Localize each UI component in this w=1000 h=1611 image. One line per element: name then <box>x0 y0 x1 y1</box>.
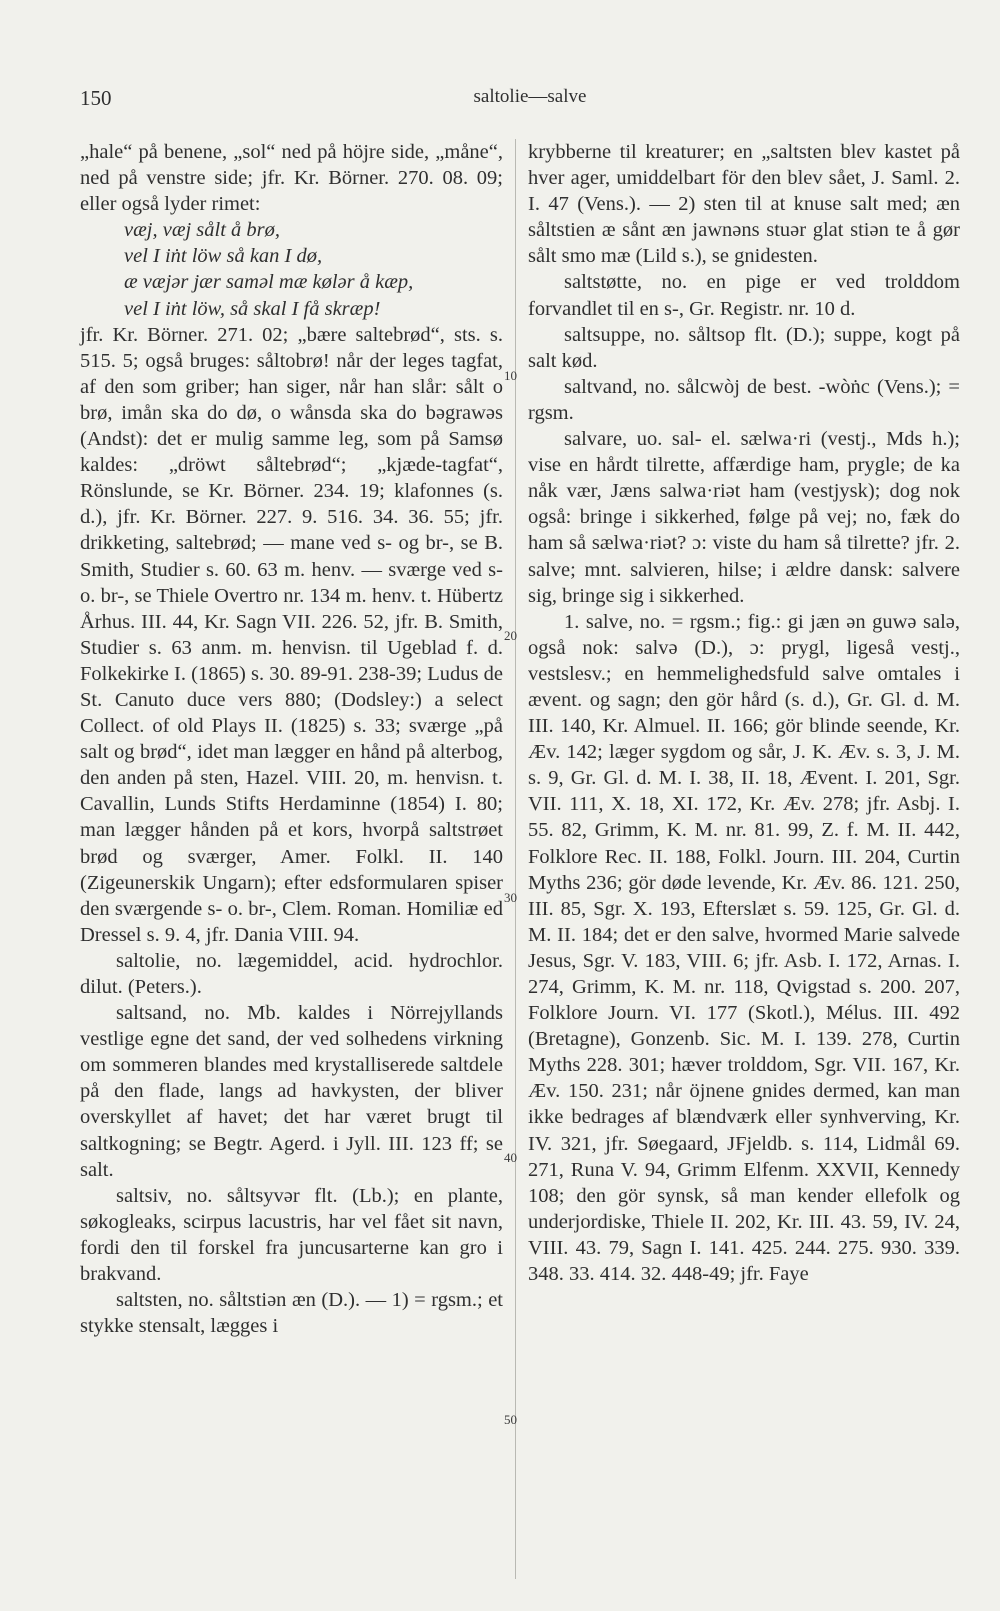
line-number: 30 <box>504 890 517 905</box>
rhyme-line: væj, væj sålt å brø, <box>124 219 281 242</box>
entry-saltvand: saltvand, no. sålcwòj de best. -wòṅc (Vens.); = rgsm. <box>528 375 960 424</box>
rhyme-line: vel I iṅt löw, så skal I få skræp! <box>124 297 381 320</box>
line-number: 10 <box>504 368 517 383</box>
entry-saltsten: saltsten, no. såltstiən æn (D.). — 1) = rgsm.; et stykke stensalt, lægges i <box>80 1289 503 1338</box>
entry-text: jfr. Kr. Börner. 271. 02; „bære saltebrød“, sts. s. 515. 5; også bruges: såltobrø! når der leges tagfat, af den som griber; han siger, når han slår: sålt o brø, imån ska do dø, o wånsda ska do bəgrawəs (Andst): det er mulig samme leg, som på Samsø kaldes: „dröwt såltebrød“; „kjæde-tagfat“, Rönslunde, se Kr. Börner. 234. 19; klafonnes (s. d.), jfr. Kr. Börner. 227. 9. 516. 34. 36. 55; jfr. drikketing, saltebrød; — mane ved s- og br-, se B. Smith, Studier s. 60. 63 m. henv. — sværge ved s- o. br-, se Thiele Overtro nr. 134 m. henv. t. Hübertz Århus. III. 44, Kr. Sagn VII. 226. 52, jfr. B. Smith, Studier s. 63 anm. m. henvisn. til Ugeblad f. d. Folkekirke I. (1865) s. 30. 89-91. 238-39; Ludus de St. Canuto duce vers 880; (Dodsley:) a select Collect. of old Plays II. (1825) s. 33; sværge „på salt og brød“, idet man lægger en hånd på alterbog, den anden på sten, Hazel. VIII. 20, m. henvisn. t. Cavallin, Lunds Stifts Herdaminne (1854) I. 80; man lægger hånden på et kors, hvorpå saltstrøet brød og sværger, Amer. Folkl. II. 140 (Zigeunerskik Ungarn); efter edsformularen spiser den sværgende s- o. br-, Clem. Roman. Homiliæ ed Dressel s. 9. 4, jfr. Dania VIII. 94. <box>80 323 503 946</box>
entry-salvare: salvare, uo. sal- el. sælwa·ri (vestj., Mds h.); vise en hårdt tilrette, affærdige ham, prygle; de ka nåk vær, Jæns salwa·riət ham (vestjysk); dog nok også: bringe i sikkerhed, følge på vej; no, fæk do ham så sælwa·riət? ɔ: viste du ham så tilrette? jfr. 2. salve; mnt. salvieren, hilse; i ældre dansk: salvere sig, bringe sig i sikkerhed. <box>528 428 960 607</box>
line-number: 40 <box>504 1150 517 1165</box>
page-number: 150 <box>80 86 112 110</box>
entry-text: „hale“ på benene, „sol“ ned på höjre side, „måne“, ned på venstre side; jfr. Kr. Börner. 270. 08. 09; eller også lyder rimet: <box>80 141 503 216</box>
line-number: 50 <box>504 1412 517 1427</box>
entry-saltsand: saltsand, no. Mb. kaldes i Nörrejyllands vestlige egne det sand, der ved solhedens virkning om sommeren blandes med krystalliserede saltdele på den flade, langs ad havkysten, der bliver overskyllet af havet; det har været brugt til saltkogning; se Begtr. Agerd. i Jyll. III. 123 ff; se salt. <box>80 1002 503 1181</box>
page-header <box>80 86 960 116</box>
column-divider <box>515 139 517 1579</box>
rhyme-line: æ væjər jær saməl mæ kølər å kæp, <box>124 271 414 294</box>
line-number: 20 <box>504 628 517 643</box>
rhyme-line: vel I iṅt löw så kan I dø, <box>124 245 323 268</box>
right-column <box>528 139 960 1579</box>
entry-saltstotte: saltstøtte, no. en pige er ved trolddom forvandlet til en s-, Gr. Registr. nr. 10 d. <box>528 271 960 320</box>
left-column <box>80 139 503 1579</box>
entry-saltsuppe: saltsuppe, no. såltsop flt. (D.); suppe, kogt på salt kød. <box>528 323 960 372</box>
entry-text: krybberne til kreaturer; en „saltsten blev kastet på hver ager, umiddelbart för den blev sået, J. Saml. 2. I. 47 (Vens.). — 2) sten til at knuse salt med; æn såltstien æ sånt æn jawnəns stuər glat stiən te å gør sålt smo mæ (Lild s.), se gnidesten. <box>528 141 960 268</box>
entry-saltsiv: saltsiv, no. såltsyvər flt. (Lb.); en plante, søkogleaks, scirpus lacustris, har vel fået sit navn, fordi den til forskel fra juncusarterne kan gro i brakvand. <box>80 1184 503 1286</box>
entry-saltolie: saltolie, no. lægemiddel, acid. hydrochlor. dilut. (Peters.). <box>80 949 503 998</box>
running-title: saltolie—salve <box>473 86 587 107</box>
entry-salve: 1. salve, no. = rgsm.; fig.: gi jæn ən guwə salə, også nok: salvə (D.), ɔ: prygl, ligeså vestj., vestslesv.; en hemmelighedsfuld salve omtales i ævent. og sagn; den gör hård (s. d.), Gr. Gl. d. M. III. 140, Kr. Almuel. II. 166; gör blinde seende, Kr. Æv. 142; læger sygdom og sår, J. K. Æv. s. 3, J. M. s. 9, Gr. Gl. d. M. I. 38, II. 18, Ævent. I. 201, Sgr. VII. 111, X. 18, XI. 172, Kr. Æv. 278; jfr. Asbj. I. 55. 82, Grimm, K. M. nr. 81. 99, Z. f. M. II. 442, Folklore Rec. II. 188, Folkl. Journ. III. 204, Curtin Myths 236; gör døde levende, Kr. Æv. 86. 121. 250, III. 85, Sgr. X. 193, Efterslæt s. 59. 125, Gr. Gl. d. M. II. 184; det er den salve, hvormed Marie salvede Jesus, Sgr. V. 183, VIII. 6; jfr. Asb. I. 172, Arnas. I. 274, Grimm, K. M. nr. 118, Qvigstad s. 200. 207, Folklore Journ. VI. 177 (Skotl.), Mélus. III. 492 (Bretagne), Gonzenb. Sic. M. I. 139. 278, Curtin Myths 228. 301; hæver trolddom, Sgr. VII. 167, Kr. Æv. 150. 231; når öjnene gnides dermed, kan man ikke bedrages af blændværk eller synhverving, Kr. IV. 321, jfr. Søegaard, JFjeldb. s. 114, Lidmål 69. 271, Runa V. 94, Grimm Elfenm. XXVII, Kennedy 108; den gör synsk, så man kender ellefolk og underjordiske, Thiele II. 202, Kr. III. 43. 59, IV. 24, VIII. 43. 79, Sagn I. 141. 425. 244. 275. 930. 339. 348. 33. 414. 32. 448-49; jfr. Faye <box>528 610 960 1286</box>
